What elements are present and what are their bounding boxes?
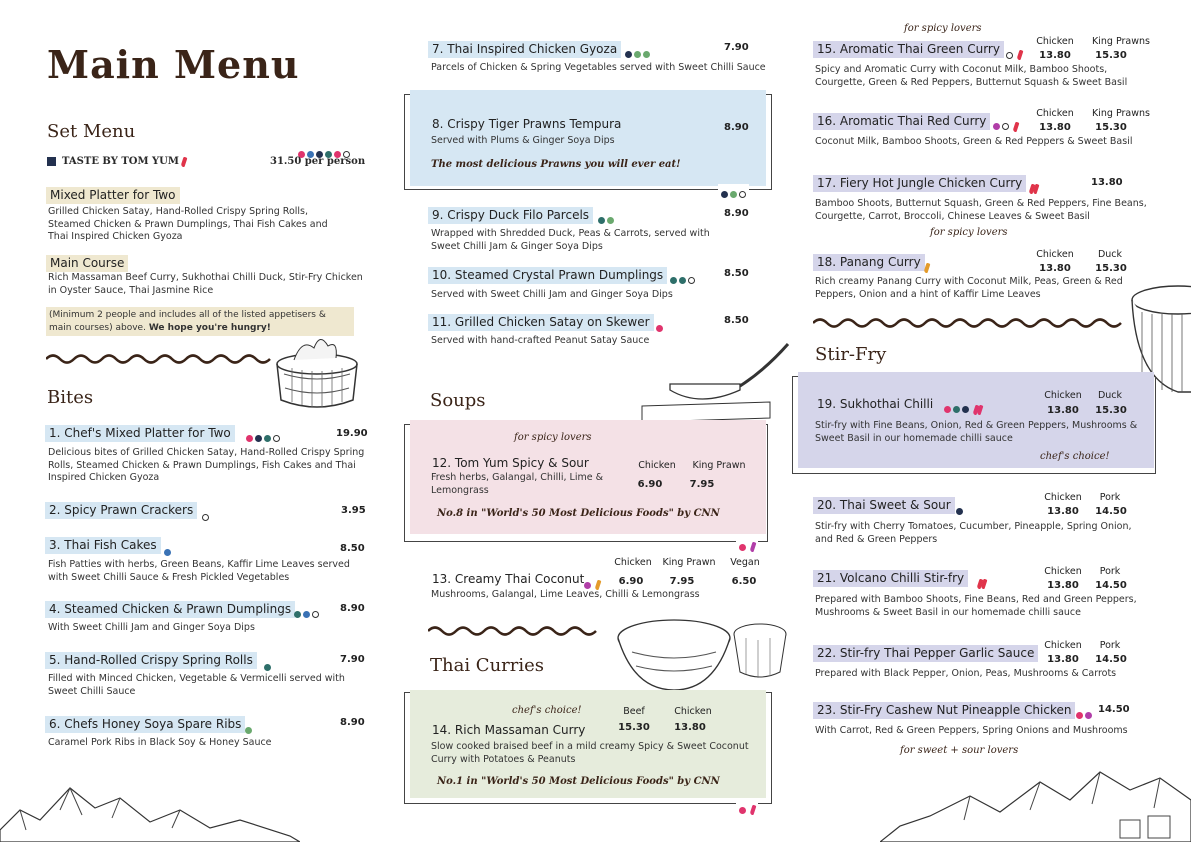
- item-12-col2: King Prawn: [692, 460, 746, 471]
- item-8-tagline: The most delicious Prawns you will ever eat!: [431, 159, 681, 170]
- stir-fry-heading: Stir-Fry: [815, 344, 887, 365]
- bite-4-dots: [294, 604, 319, 623]
- item-20-col1: Chicken: [1044, 492, 1082, 503]
- item-13-col1: Chicken: [614, 557, 652, 568]
- item-18-col1: Chicken: [1036, 249, 1074, 260]
- item-7-dots: [625, 44, 650, 63]
- item-20-desc: Stir-fry with Cherry Tomatoes, Cucumber, Pineapple, Spring Onion, and Red & Green Peppers: [815, 521, 1132, 545]
- thai-curries-heading: Thai Curries: [430, 655, 545, 676]
- item-20-p1: 13.80: [1047, 506, 1079, 517]
- item-7-name: 7. Thai Inspired Chicken Gyoza: [428, 41, 621, 58]
- item-19-col2: Duck: [1097, 390, 1123, 401]
- item-13-p2: 7.95: [669, 576, 695, 587]
- item-19-dots: [944, 399, 982, 418]
- item-14-name: 14. Rich Massaman Curry: [432, 723, 586, 737]
- item-15-p2: 15.30: [1095, 50, 1127, 61]
- mountain-illustration-left: [0, 770, 300, 842]
- item-22-col2: Pork: [1099, 640, 1121, 651]
- item-15-dots: [1006, 44, 1022, 63]
- item-12-desc: Fresh herbs, Galangal, Chilli, Lime & Lemongrass: [431, 472, 604, 496]
- item-22-desc: Prepared with Black Pepper, Onion, Peas, Mushrooms & Carrots: [815, 668, 1117, 679]
- item-18-desc: Rich creamy Panang Curry with Coconut Milk, Peas, Green & Red Peppers, Onion and a hint of Kaffir Lime Leaves: [815, 276, 1123, 300]
- item-19-p1: 13.80: [1047, 405, 1079, 416]
- bite-5-name: 5. Hand-Rolled Crispy Spring Rolls: [45, 652, 257, 669]
- item-21-col2: Pork: [1099, 566, 1121, 577]
- item-8-name: 8. Crispy Tiger Prawns Tempura: [432, 117, 622, 131]
- bite-3-price: 8.50: [340, 543, 365, 554]
- item-15-col1: Chicken: [1036, 36, 1074, 47]
- item-23-name: 23. Stir-Fry Cashew Nut Pineapple Chicken: [813, 702, 1075, 719]
- item-17-note: for spicy lovers: [930, 227, 1008, 238]
- item-17-name: 17. Fiery Hot Jungle Chicken Curry: [813, 175, 1026, 192]
- item-16-col1: Chicken: [1036, 108, 1074, 119]
- basket-illustration: [272, 330, 362, 414]
- item-22-p2: 14.50: [1095, 654, 1127, 665]
- set-menu-note: (Minimum 2 people and includes all of the listed appetisers & main courses) above. We hope you're hungry!: [46, 307, 354, 336]
- item-23-price: 14.50: [1098, 704, 1130, 715]
- chili-icon: [181, 156, 188, 167]
- item-12-col1: Chicken: [638, 460, 676, 471]
- item-8-price: 8.90: [724, 122, 749, 133]
- item-11-price: 8.50: [724, 315, 749, 326]
- rice-bowl-illustration: [612, 612, 790, 692]
- item-19-name: 19. Sukhothai Chilli: [817, 397, 934, 411]
- item-19-col1: Chicken: [1044, 390, 1082, 401]
- main-course-desc: Rich Massaman Beef Curry, Sukhothai Chilli Duck, Stir-Fry Chicken in Oyster Sauce, Thai Jasmine Rice: [48, 272, 363, 296]
- item-18-dots: [925, 257, 929, 276]
- item-21-p1: 13.80: [1047, 580, 1079, 591]
- item-7-desc: Parcels of Chicken & Spring Vegetables served with Sweet Chilli Sauce: [431, 62, 766, 73]
- item-18-name: 18. Panang Curry: [813, 254, 925, 271]
- item-22-p1: 13.80: [1047, 654, 1079, 665]
- item-13-col3: Vegan: [730, 557, 760, 568]
- item-14-desc: Slow cooked braised beef in a mild creamy Spicy & Sweet Coconut Curry with Potatoes & Peanuts: [431, 741, 749, 765]
- item-8-dots: [718, 184, 749, 203]
- item-20-col2: Pork: [1099, 492, 1121, 503]
- item-23-note: for sweet + sour lovers: [900, 745, 1019, 756]
- item-16-dots: [993, 116, 1018, 135]
- item-13-desc: Mushrooms, Galangal, Lime Leaves, Chilli & Lemongrass: [431, 589, 700, 600]
- item-16-p2: 15.30: [1095, 122, 1127, 133]
- bite-1-name: 1. Chef's Mixed Platter for Two: [45, 425, 235, 442]
- item-12-tagline: No.8 in "World's 50 Most Delicious Foods" by CNN: [437, 508, 720, 519]
- item-15-name: 15. Aromatic Thai Green Curry: [813, 41, 1004, 58]
- item-14-tagline: No.1 in "World's 50 Most Delicious Foods" by CNN: [437, 776, 720, 787]
- item-16-col2: King Prawns: [1092, 108, 1150, 119]
- item-11-dots: [656, 317, 663, 336]
- item-18-col2: Duck: [1097, 249, 1123, 260]
- item-19-desc: Stir-fry with Fine Beans, Onion, Red & Green Peppers, Mushrooms & Sweet Basil in our homemade chilli sauce: [815, 420, 1138, 444]
- item-12-p2: 7.95: [689, 479, 715, 490]
- item-12-name: 12. Tom Yum Spicy & Sour: [432, 456, 589, 470]
- bite-1-desc: Delicious bites of Grilled Chicken Satay, Hand-Rolled Crispy Spring Rolls, Steamed Chicken & Prawn Dumplings, Fish Cakes and Thai Inspired Chicken Gyoza: [48, 447, 365, 483]
- item-21-dots: [978, 573, 986, 592]
- divider-wave: [813, 316, 1131, 330]
- mixed-platter-name: Mixed Platter for Two: [46, 187, 180, 204]
- bite-6-dots: [245, 719, 252, 738]
- item-9-name: 9. Crispy Duck Filo Parcels: [428, 207, 593, 224]
- bite-1-price: 19.90: [336, 428, 368, 439]
- item-9-price: 8.90: [724, 208, 749, 219]
- bite-2-name: 2. Spicy Prawn Crackers: [45, 502, 197, 519]
- item-16-desc: Coconut Milk, Bamboo Shoots, Green & Red Peppers & Sweet Basil: [815, 136, 1133, 147]
- item-20-name: 20. Thai Sweet & Sour: [813, 497, 955, 514]
- item-12-p1: 6.90: [637, 479, 663, 490]
- item-10-dots: [670, 270, 695, 289]
- mountain-illustration-right: [880, 760, 1191, 842]
- item-14-p1: 15.30: [618, 722, 650, 733]
- item-19-p2: 15.30: [1095, 405, 1127, 416]
- main-course-name: Main Course: [46, 255, 128, 272]
- set-menu-heading: Set Menu: [47, 121, 136, 142]
- soups-heading: Soups: [430, 390, 486, 411]
- item-17-price: 13.80: [1091, 177, 1123, 188]
- bite-3-dots: [164, 541, 171, 560]
- bite-2-dots: [202, 506, 209, 525]
- page-title: Main Menu: [47, 42, 300, 87]
- item-23-desc: With Carrot, Red & Green Peppers, Spring Onions and Mushrooms: [815, 725, 1128, 736]
- bite-3-name: 3. Thai Fish Cakes: [45, 537, 161, 554]
- item-18-p2: 15.30: [1095, 263, 1127, 274]
- bite-5-price: 7.90: [340, 654, 365, 665]
- item-13-p3: 6.50: [731, 576, 757, 587]
- item-11-desc: Served with hand-crafted Peanut Satay Sauce: [431, 335, 650, 346]
- item-17-desc: Bamboo Shoots, Butternut Squash, Green & Red Peppers, Fine Beans, Courgette, Carrot, Broccoli, Chinese Leaves & Sweet Basil: [815, 198, 1147, 222]
- bite-4-name: 4. Steamed Chicken & Prawn Dumplings: [45, 601, 295, 618]
- mixed-platter-desc: Grilled Chicken Satay, Hand-Rolled Crispy Spring Rolls, Steamed Chicken & Prawn Dumplings, Thai Fish Cakes and Thai Inspired Chicken Gyoza: [48, 206, 328, 242]
- item-9-desc: Wrapped with Shredded Duck, Peas & Carrots, served with Sweet Chilli Jam & Ginger Soya Dips: [431, 228, 710, 252]
- set-menu-price: 31.50 per person: [270, 156, 366, 167]
- bite-6-price: 8.90: [340, 717, 365, 728]
- item-14-note: chef's choice!: [512, 705, 582, 716]
- divider-wave: [46, 352, 276, 366]
- item-22-col1: Chicken: [1044, 640, 1082, 651]
- item-21-col1: Chicken: [1044, 566, 1082, 577]
- bite-6-name: 6. Chefs Honey Soya Spare Ribs: [45, 716, 245, 733]
- item-15-desc: Spicy and Aromatic Curry with Coconut Milk, Bamboo Shoots, Courgette, Green & Red Peppers, Butternut Squash & Sweet Basil: [815, 64, 1128, 88]
- item-14-col1: Beef: [623, 706, 645, 717]
- bites-heading: Bites: [47, 387, 94, 408]
- item-14-col2: Chicken: [674, 706, 712, 717]
- spoon-illustration: [640, 340, 790, 425]
- item-13-name: 13. Creamy Thai Coconut: [432, 572, 585, 586]
- item-18-p1: 13.80: [1039, 263, 1071, 274]
- item-7-price: 7.90: [724, 42, 749, 53]
- item-16-p1: 13.80: [1039, 122, 1071, 133]
- item-21-name: 21. Volcano Chilli Stir-fry: [813, 570, 968, 587]
- item-11-name: 11. Grilled Chicken Satay on Skewer: [428, 314, 654, 331]
- item-21-p2: 14.50: [1095, 580, 1127, 591]
- bite-5-desc: Filled with Minced Chicken, Vegetable & Vermicelli served with Sweet Chilli Sauce: [48, 673, 345, 697]
- item-15-p1: 13.80: [1039, 50, 1071, 61]
- item-14-dots: [736, 799, 758, 818]
- soups-spicy-note: for spicy lovers: [514, 432, 592, 443]
- taste-label: TASTE BY TOM YUM: [47, 156, 186, 167]
- item-20-p2: 14.50: [1095, 506, 1127, 517]
- item-14-p2: 13.80: [674, 722, 706, 733]
- item-17-dots: [1030, 178, 1038, 197]
- item-20-dots: [956, 500, 963, 519]
- square-icon: [47, 157, 56, 166]
- item-9-dots: [598, 210, 614, 229]
- item-10-desc: Served with Sweet Chilli Jam and Ginger Soya Dips: [431, 289, 673, 300]
- item-15-col2: King Prawns: [1092, 36, 1150, 47]
- bite-4-desc: With Sweet Chilli Jam and Ginger Soya Dips: [48, 622, 255, 633]
- item-15-note: for spicy lovers: [904, 23, 982, 34]
- item-10-price: 8.50: [724, 268, 749, 279]
- divider-wave: [428, 624, 600, 638]
- item-13-p1: 6.90: [618, 576, 644, 587]
- item-13-col2: King Prawn: [662, 557, 716, 568]
- item-16-name: 16. Aromatic Thai Red Curry: [813, 113, 990, 130]
- item-12-dots: [736, 536, 758, 555]
- bite-2-price: 3.95: [341, 505, 366, 516]
- item-10-name: 10. Steamed Crystal Prawn Dumplings: [428, 267, 667, 284]
- bite-4-price: 8.90: [340, 603, 365, 614]
- item-23-dots: [1076, 705, 1092, 724]
- item-22-name: 22. Stir-fry Thai Pepper Garlic Sauce: [813, 645, 1038, 662]
- item-19-note: chef's choice!: [1040, 451, 1110, 462]
- bite-6-desc: Caramel Pork Ribs in Black Soy & Honey Sauce: [48, 737, 272, 748]
- item-21-desc: Prepared with Bamboo Shoots, Fine Beans, Red and Green Peppers, Mushrooms & Sweet Basil in our homemade chilli sauce: [815, 594, 1137, 618]
- bite-3-desc: Fish Patties with herbs, Green Beans, Kaffir Lime Leaves served with Sweet Chilli Sauce & Fresh Pickled Vegetables: [48, 559, 350, 583]
- item-8-desc: Served with Plums & Ginger Soya Dips: [431, 135, 615, 146]
- bite-1-dots: [246, 428, 280, 447]
